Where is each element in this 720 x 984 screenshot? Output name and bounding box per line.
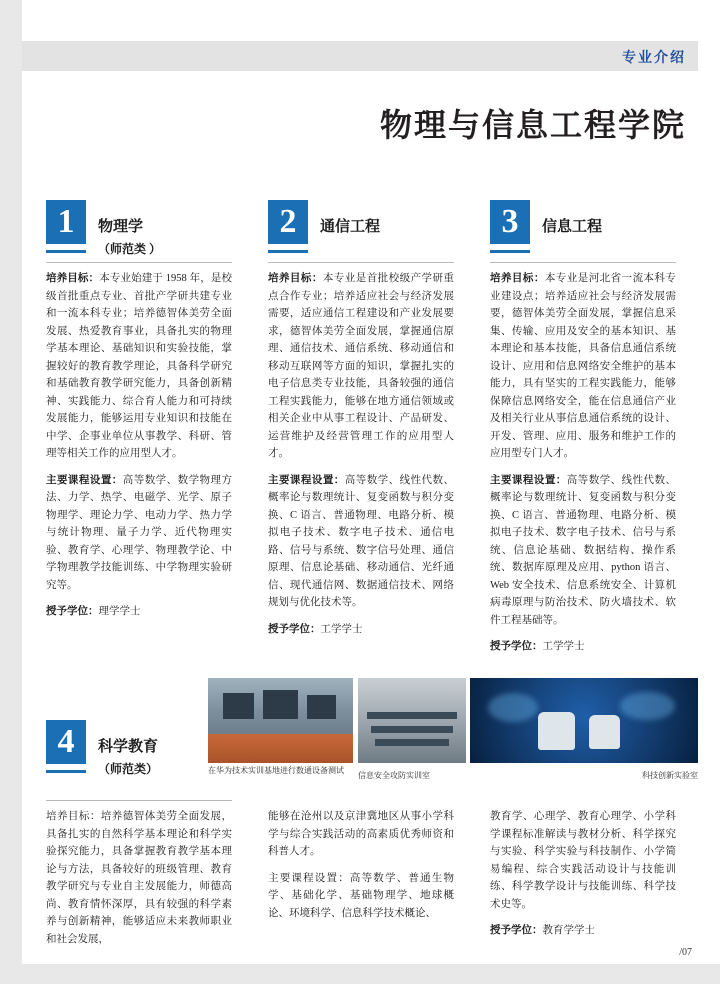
objective-paragraph-1	[46, 270, 232, 463]
major-number-rule-3	[490, 250, 530, 253]
major-name-4	[98, 738, 232, 779]
courses-paragraph-1	[46, 472, 232, 595]
major-4-col-3	[490, 800, 676, 949]
divider-2	[268, 262, 454, 263]
degree-paragraph-2	[268, 621, 454, 639]
major-number-3: 3	[490, 200, 530, 244]
major-subtitle-4: （师范类）	[98, 762, 159, 776]
courses-text-2: 高等数学、线性代数、概率论与数理统计、复变函数与积分变换、C 语言、普通物理、电路分析、模拟电子技术、数字电子技术、通信电路、信号与系统、数字信号处理、通信原理、信息论基础、移动通信、光纤通信、现代通信网、数据通信技术、网络规划与优化技术等。	[268, 474, 454, 608]
left-margin-bar	[0, 0, 22, 984]
major-header-4	[46, 720, 232, 784]
courses-paragraph-4: 主要课程设置：高等数学、普通生物学、基础化学、基础物理学、地球概论、环境科学、信息科学技术概论、	[268, 872, 454, 919]
major-block-4-header	[46, 720, 232, 784]
courses-text-3: 高等数学、线性代数、概率论与数理统计、复变函数与积分变换、C 语言、普通物理、电路分析、模拟电子技术、数字电子技术、信号与系统、信息论基础、数据结构、操作系统、数据库原理及应用、python 语言、Web 安全技术、信息系统安全、计算机病毒原理与防治技术、防火墙技术、软件工程基础等。	[490, 474, 676, 626]
courses-text-1: 高等数学、数学物理方法、力学、热学、电磁学、光学、原子物理学、理论力学、电动力学、热力学与统计物理、量子力学、近代物理实验、教育学、心理学、物理教学论、中学物理教学技能训练、中学物理实验研究等。	[46, 474, 232, 591]
divider-3	[490, 262, 676, 263]
objective-label-3: 培养目标：	[490, 273, 545, 284]
objective-continued-4: 能够在沧州以及京津冀地区从事小学科学与综合实践活动的高素质优秀师资和科普人才。	[268, 811, 454, 857]
degree-text-4: 教育学学士	[542, 925, 595, 936]
objective-text-1: 本专业始建于 1958 年，是校级首批重点专业、首批产学研共建专业和一流本科专业；培养德智体美劳全面发展、热爱教育事业，具备扎实的物理学基本理论、基础知识和实验技能，掌握较好的教育教学理论，具备科学研究和基础教育教学研究能力，具备创新精神、实践能力、综合育人能力和可持续发展能力，能够运用专业知识和技能在中学、企事业单位从事教学、科研、管理等相关工作的应用型人才。	[46, 273, 232, 459]
major-number-rule-1	[46, 250, 86, 253]
header-band	[22, 41, 698, 71]
major-number-1: 1	[46, 200, 86, 244]
major-number-2: 2	[268, 200, 308, 244]
courses-label-1: 主要课程设置：	[46, 474, 123, 486]
bottom-margin-bar	[0, 964, 720, 984]
objective-text-2: 本专业是首批校级产学研重点合作专业；培养适应社会与经济发展需要，适应通信工程建设和产业发展要求，德智体美劳全面发展，掌握通信原理、通信技术、通信系统、移动通信和移动互联网等方面的知识，掌握扎实的电子信息类专业技能，具备较强的通信工程实践能力，能够在地方通信领域或相关企业中从事工程设计、产品研发、运营维护及经营管理工作的应用型人才。	[268, 273, 454, 459]
degree-label-2: 授予学位：	[268, 623, 321, 635]
degree-paragraph-4	[490, 922, 676, 940]
degree-label-1: 授予学位：	[46, 606, 99, 617]
photo-strip	[208, 678, 698, 768]
major-name-text-4: 科学教育	[98, 739, 159, 755]
major-4-col-1	[46, 800, 232, 957]
major-number-rule-2	[268, 250, 308, 253]
major-header-3	[490, 200, 676, 262]
degree-text-1: 理学学士	[98, 606, 141, 617]
major-block-3	[490, 200, 676, 665]
major-number-rule-4	[46, 770, 86, 773]
section-tag: 专业介绍	[622, 49, 686, 65]
major-4-col-2	[268, 800, 454, 931]
major-block-2	[268, 200, 454, 647]
major-block-1	[46, 200, 232, 630]
degree-label-4: 授予学位：	[490, 925, 543, 936]
major-name-3	[542, 218, 676, 240]
objective-text-3: 本专业是河北省一流本科专业建设点；培养适应社会与经济发展需要，德智体美劳全面发展，掌握信息采集、传输、应用及安全的基本知识、基本理论和基本技能，具备信息通信系统设计、应用和信息网络安全维护的基本能力，具有坚实的工程实践能力，能够保障信息网络安全，能在信息通信产业及相关行业从事信息通信系统的设计、开发、管理、应用、服务和维护工作的应用型专门人才。	[490, 273, 676, 459]
degree-text-3: 工学学士	[542, 641, 585, 652]
courses-paragraph-3	[490, 472, 676, 630]
major-header-1	[46, 200, 232, 262]
photo-caption-2: 信息安全攻防实训室	[358, 771, 430, 780]
courses-paragraph-2	[268, 472, 454, 612]
photo-innovation-lab	[470, 678, 698, 763]
divider-1	[46, 262, 232, 263]
objective-paragraph-4: 培养目标：培养德智体美劳全面发展，具备扎实的自然科学基本理论和科学实验探究能力，具备掌握教育教学基本理论与方法，具备较好的班级管理、教育教学研究与专业自主发展能力，师德高尚、教育情怀深厚，具有较强的科学素养与创新精神，能够适应未来教师职业和社会发展，	[46, 811, 232, 945]
major-name-1	[98, 218, 232, 259]
degree-paragraph-3	[490, 638, 676, 656]
courses-label-2: 主要课程设置：	[268, 474, 345, 486]
degree-label-3: 授予学位：	[490, 641, 543, 652]
divider-4a	[46, 800, 232, 801]
courses-label-3: 主要课程设置：	[490, 474, 567, 486]
objective-paragraph-2	[268, 270, 454, 463]
major-name-text-1: 物理学	[98, 219, 144, 235]
page-number: /07	[679, 947, 692, 958]
major-name-text-2: 通信工程	[320, 219, 381, 235]
objective-paragraph-3	[490, 270, 676, 463]
major-number-4: 4	[46, 720, 86, 764]
major-name-text-3: 信息工程	[542, 219, 603, 235]
degree-text-2: 工学学士	[320, 623, 363, 635]
page-title: 物理与信息工程学院	[379, 107, 686, 143]
photo-caption-1: 在华为技术实训基地进行数通设备测试	[208, 766, 344, 775]
major-subtitle-1: （师范类 ）	[98, 242, 162, 256]
photo-security-lab	[358, 678, 466, 763]
major-header-2	[268, 200, 454, 262]
photo-caption-3: 科技创新实验室	[642, 771, 698, 780]
degree-paragraph-1	[46, 603, 232, 621]
major-name-2	[320, 218, 454, 240]
objective-label-2: 培养目标：	[268, 273, 323, 284]
objective-label-1: 培养目标：	[46, 273, 100, 284]
courses-continued-4: 教育学、心理学、教育心理学、小学科学课程标准解读与教材分析、科学探究与实验、科学实验与科技制作、小学简易编程、综合实践活动设计与技能训练、科学教学设计与技能训练、科学技术史等。	[490, 811, 676, 910]
